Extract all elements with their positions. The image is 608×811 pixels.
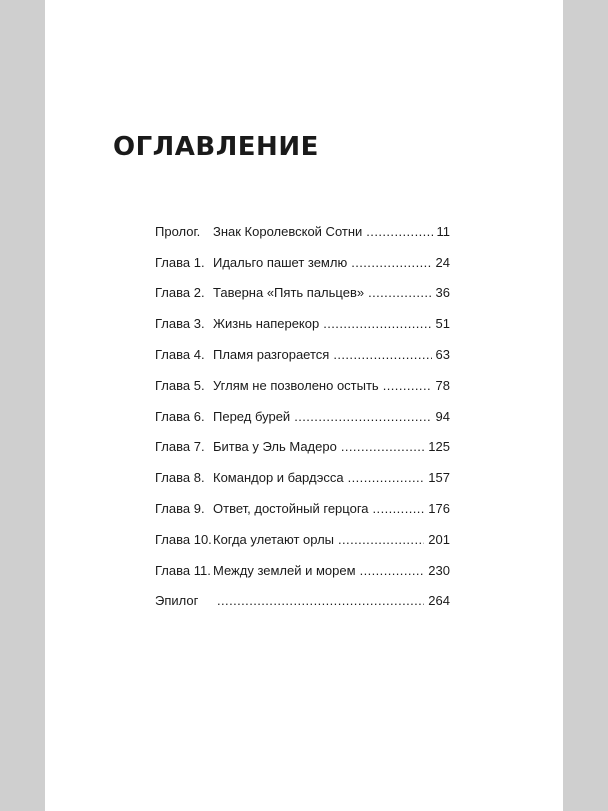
toc-entry-page: 51: [435, 316, 450, 332]
toc-entry: [155, 424, 450, 455]
toc-entry-label: Глава 3.: [155, 316, 205, 332]
toc-entry-title: Углям не позволено остыть: [213, 377, 379, 393]
toc-entry-label: Глава 11.: [155, 562, 211, 578]
toc-entry: [155, 547, 450, 578]
toc-dot-leader: [366, 224, 432, 239]
toc-entry-title: Жизнь наперекор: [213, 316, 320, 332]
toc-dot-leader: [323, 316, 431, 331]
toc-dot-leader: [373, 501, 425, 516]
toc-dot-leader: [294, 409, 431, 424]
toc-entry: [155, 454, 450, 485]
toc-entry-label: Эпилог: [155, 593, 199, 609]
toc-entry-title: Пламя разгорается: [213, 346, 330, 362]
toc-entry: [155, 239, 450, 270]
table-of-contents: [155, 208, 450, 608]
toc-entry: [155, 270, 450, 301]
toc-entry-label: Глава 5.: [155, 377, 205, 393]
toc-entry: [155, 516, 450, 547]
toc-dot-leader: [383, 378, 432, 393]
toc-entry-title: Перед бурей: [213, 408, 291, 424]
toc-entry-label: Глава 10.: [155, 531, 212, 547]
toc-dot-leader: [368, 285, 431, 300]
toc-entry-label: Глава 2.: [155, 285, 205, 301]
toc-entry-page: 230: [428, 562, 450, 578]
book-page: [45, 0, 563, 811]
toc-entry: [155, 362, 450, 393]
toc-entry-title: Когда улетают орлы: [213, 531, 334, 547]
toc-dot-leader: [338, 532, 424, 547]
toc-dot-leader: [333, 347, 431, 362]
toc-entry-page: 264: [428, 593, 450, 609]
toc-entry-page: 11: [436, 223, 450, 239]
toc-entry-page: 24: [435, 254, 450, 270]
toc-entry: [155, 393, 450, 424]
toc-entry-title: Идальго пашет землю: [213, 254, 348, 270]
toc-entry-page: 157: [428, 470, 450, 486]
toc-entry-label: Глава 7.: [155, 439, 205, 455]
toc-entry-page: 201: [428, 531, 450, 547]
toc-entry-title: Таверна «Пять пальцев»: [213, 285, 365, 301]
toc-entry-title: Знак Королевской Сотни: [213, 223, 363, 239]
toc-entry-page: 36: [435, 285, 450, 301]
toc-entry-label: Глава 8.: [155, 470, 205, 486]
toc-entry-page: 125: [428, 439, 450, 455]
toc-dot-leader: [217, 593, 424, 608]
toc-dot-leader: [360, 563, 425, 578]
toc-dot-leader: [351, 255, 431, 270]
toc-entry: [155, 578, 450, 609]
toc-entry-page: 78: [435, 377, 450, 393]
toc-entry: [155, 300, 450, 331]
toc-entry-label: Пролог.: [155, 223, 201, 239]
toc-dot-leader: [348, 470, 425, 485]
toc-entry-page: 176: [428, 500, 450, 516]
toc-entry-title: Командор и бардэсса: [213, 470, 344, 486]
toc-entry-page: 94: [435, 408, 450, 424]
toc-entry-label: Глава 4.: [155, 346, 205, 362]
toc-entry-page: 63: [435, 346, 450, 362]
toc-entry-title: Ответ, достойный герцога: [213, 500, 369, 516]
toc-entry: [155, 485, 450, 516]
toc-entry-title: Между землей и морем: [213, 562, 356, 578]
toc-entry-label: Глава 9.: [155, 500, 205, 516]
toc-entry: [155, 208, 450, 239]
toc-entry-title: Битва у Эль Мадеро: [213, 439, 337, 455]
toc-entry-label: Глава 1.: [155, 254, 205, 270]
page-title: ОГЛАВЛЕНИЕ: [113, 132, 319, 162]
toc-dot-leader: [341, 439, 424, 454]
toc-entry-label: Глава 6.: [155, 408, 205, 424]
toc-entry: [155, 331, 450, 362]
